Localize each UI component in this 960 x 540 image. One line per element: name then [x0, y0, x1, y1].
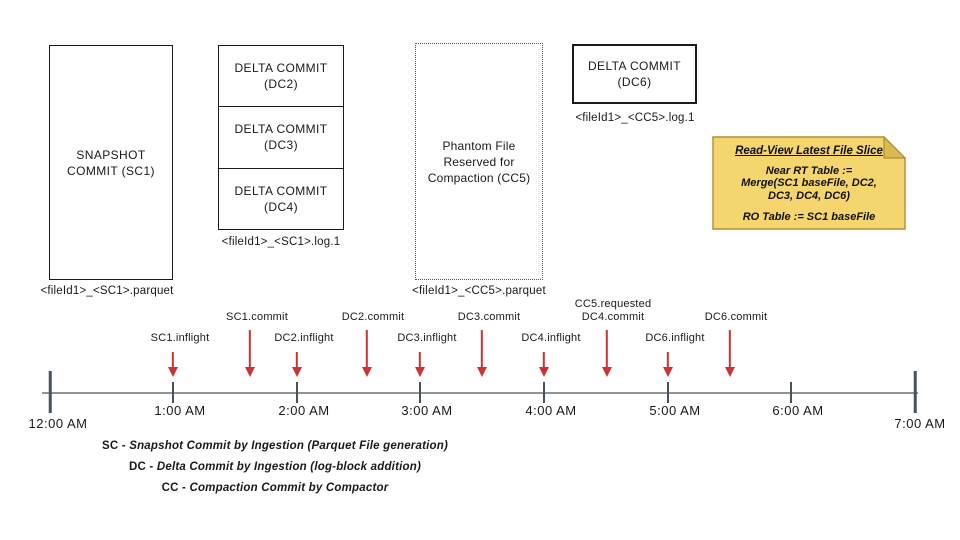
delta-commit-dc6-box — [572, 44, 697, 104]
read-view-sticky-note — [712, 136, 906, 230]
legend-dc-prefix: DC - — [129, 461, 157, 473]
phantom-line2: Reserved for — [443, 154, 515, 169]
delta-log-file-name: <fileId1>_<SC1>.log.1 — [221, 236, 341, 248]
dc6-log-file-name: <fileId1>_<CC5>.log.1 — [575, 112, 695, 124]
event-label-dc3-commit: DC3.commit — [457, 311, 521, 323]
arrow-dc6-inflight — [662, 352, 674, 377]
tick-3am — [419, 382, 421, 403]
axis-label-3am: 3:00 AM — [401, 403, 453, 418]
delta-commit-dc3-cell — [219, 106, 343, 167]
event-label-cc5-dc4-commit — [575, 298, 652, 324]
legend-cc-prefix: CC - — [161, 482, 190, 494]
near-rt-line1: Near RT Table := — [765, 164, 853, 177]
arrow-sc1-inflight — [167, 352, 179, 377]
delta-commit-dc4-cell — [219, 168, 343, 229]
tick-6am — [790, 382, 792, 403]
delta-dc4-line2: (DC4) — [264, 199, 298, 214]
delta-dc4-line1: DELTA COMMIT — [234, 183, 328, 198]
arrow-sc1-commit — [244, 330, 256, 377]
delta-commit-dc2-cell — [219, 46, 343, 106]
phantom-file-box — [415, 43, 543, 280]
legend-dc-text: Delta Commit by Ingestion (log-block addition) — [156, 461, 421, 473]
event-label-sc1-inflight: SC1.inflight — [150, 332, 210, 344]
snapshot-commit-line2: COMMIT (SC1) — [67, 163, 155, 178]
legend-sc-text: Snapshot Commit by Ingestion (Parquet File generation) — [129, 440, 448, 452]
tick-7am — [914, 371, 917, 413]
arrow-dc2-commit — [361, 330, 373, 377]
arrow-cc5-dc4-commit — [601, 330, 613, 377]
phantom-file-name: <fileId1>_<CC5>.parquet — [412, 285, 546, 297]
delta-dc3-line2: (DC3) — [264, 138, 298, 153]
event-label-dc2-inflight: DC2.inflight — [274, 332, 334, 344]
arrow-dc3-inflight — [414, 352, 426, 377]
axis-label-2am: 2:00 AM — [278, 403, 330, 418]
axis-label-6am: 6:00 AM — [772, 403, 824, 418]
tick-2am — [296, 382, 298, 403]
tick-5am — [667, 382, 669, 403]
event-label-sc1-commit: SC1.commit — [226, 311, 288, 323]
axis-label-1am: 1:00 AM — [154, 403, 206, 418]
event-label-dc4-inflight: DC4.inflight — [521, 332, 581, 344]
legend-item-dc — [25, 457, 525, 478]
event-label-cc5-requested: CC5.requested — [574, 298, 652, 310]
event-label-dc6-commit: DC6.commit — [704, 311, 768, 323]
event-label-dc6-inflight: DC6.inflight — [645, 332, 705, 344]
event-label-dc3-inflight: DC3.inflight — [397, 332, 457, 344]
delta-dc2-line1: DELTA COMMIT — [234, 61, 328, 76]
legend — [25, 436, 525, 499]
tick-4am — [543, 382, 545, 403]
delta-dc2-line2: (DC2) — [264, 77, 298, 92]
sticky-note-title: Read-View Latest File Slice — [735, 145, 883, 157]
near-rt-line2: Merge(SC1 baseFile, DC2, — [741, 177, 877, 189]
tick-1am — [172, 382, 174, 403]
delta-dc6-line1: DELTA COMMIT — [587, 59, 682, 73]
axis-label-5am: 5:00 AM — [649, 403, 701, 418]
event-label-dc4-commit: DC4.commit — [581, 311, 645, 323]
sticky-note-content — [712, 136, 906, 230]
phantom-line3: Compaction (CC5) — [427, 170, 531, 185]
snapshot-commit-line1: SNAPSHOT — [76, 147, 146, 162]
delta-dc3-line1: DELTA COMMIT — [234, 122, 328, 137]
snapshot-commit-box — [49, 45, 173, 280]
arrow-dc4-inflight — [538, 352, 550, 377]
legend-item-cc — [25, 478, 525, 499]
delta-commit-stack — [218, 45, 344, 230]
tick-12am — [49, 371, 52, 413]
axis-label-12am: 12:00 AM — [28, 416, 88, 431]
phantom-line1: Phantom File — [442, 138, 516, 153]
axis-label-7am: 7:00 AM — [894, 416, 946, 431]
axis-label-4am: 4:00 AM — [525, 403, 577, 418]
arrow-dc3-commit — [476, 330, 488, 377]
arrow-dc6-commit — [724, 330, 736, 377]
event-label-dc2-commit: DC2.commit — [341, 311, 405, 323]
near-rt-line3: DC3, DC4, DC6) — [768, 189, 850, 202]
arrow-dc2-inflight — [291, 352, 303, 377]
snapshot-file-name: <fileId1>_<SC1>.parquet — [40, 285, 174, 297]
legend-item-sc — [25, 436, 525, 457]
legend-cc-text: Compaction Commit by Compactor — [189, 482, 389, 494]
delta-dc6-line2: (DC6) — [617, 75, 652, 89]
ro-table-line: RO Table := SC1 baseFile — [742, 211, 876, 223]
snapshot-commit-label — [67, 147, 155, 179]
legend-sc-prefix: SC - — [102, 440, 130, 452]
